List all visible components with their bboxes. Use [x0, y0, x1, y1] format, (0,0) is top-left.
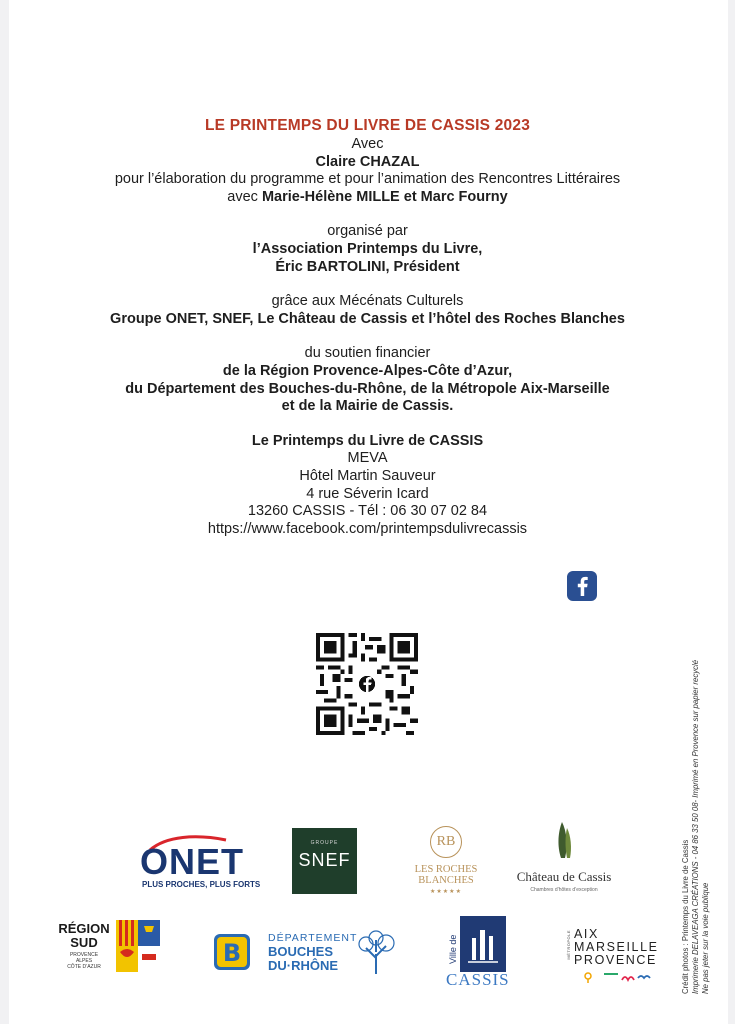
- departement-b-icon: [214, 934, 250, 970]
- cohost-prefix: avec: [227, 188, 258, 205]
- event-title: LE PRINTEMPS DU LIVRE DE CASSIS 2023: [204, 117, 531, 134]
- departement-bouches-du-rhone-logo: [214, 930, 398, 974]
- facebook-f-glyph: [567, 571, 597, 601]
- region-wordmark: RÉGION SUD: [58, 921, 110, 950]
- cassis-wordmark: CASSIS: [446, 970, 510, 989]
- contact-street: 4 rue Séverin Icard: [306, 485, 429, 502]
- contact-venue: MEVA: [347, 450, 388, 467]
- avec-label: Avec: [351, 136, 384, 152]
- credits-block: [681, 614, 711, 994]
- contact-name: Le Printemps du Livre de CASSIS: [251, 432, 484, 449]
- organizer-intro: organisé par: [327, 223, 408, 240]
- departement-name-1: BOUCHES: [268, 944, 334, 959]
- snef-wordmark: SNEF: [298, 850, 351, 870]
- cassis-ville-label: Ville de: [448, 934, 458, 964]
- funding-intro: du soutien financier: [304, 345, 431, 362]
- metropole-waves-icon: [580, 970, 652, 984]
- svg-text:B: B: [222, 939, 242, 967]
- credits-notice: Ne pas jeter sur la voie publique: [701, 882, 710, 994]
- region-sud-logo: [54, 920, 164, 980]
- roches-stars-icon: ★★★★★: [430, 889, 462, 895]
- credits-photos: Crédit photos : Printemps du Livre de Cassis: [681, 839, 690, 994]
- contact-hotel: Hôtel Martin Sauveur: [299, 467, 436, 484]
- organizer-president: Éric BARTOLINI, Président: [275, 258, 460, 275]
- metropole-line-3: PROVENCE: [574, 953, 657, 967]
- host-name: Claire CHAZAL: [315, 153, 420, 170]
- departement-name-2: DU·RHÔNE: [268, 958, 339, 973]
- onet-tagline: PLUS PROCHES, PLUS FORTS: [142, 880, 261, 889]
- contact-city-phone: 13260 CASSIS - Tél : 06 30 07 02 84: [247, 503, 488, 520]
- departement-label: DÉPARTEMENT: [268, 932, 358, 944]
- credits-printer: Imprimerie DELAVEAGA CRÉATIONS - 04 86 33 50 08- Imprimé en Provence sur papier recyclé: [691, 659, 700, 994]
- onet-logo: [136, 836, 261, 894]
- qr-code[interactable]: [316, 633, 418, 735]
- organizer-association: l’Association Printemps du Livre,: [252, 240, 483, 257]
- metropole-small-label: MÉTROPOLE: [566, 930, 571, 960]
- chateau-name: Château de Cassis: [516, 869, 612, 884]
- sponsors-intro: grâce aux Mécénats Culturels: [271, 293, 464, 310]
- roches-monogram-icon: RB: [430, 826, 462, 858]
- metropole-line-1: AIX: [574, 927, 599, 941]
- funding-departement: du Département des Bouches-du-Rhône, de la Métropole Aix-Marseille: [125, 380, 610, 397]
- olive-tree-icon: [354, 930, 398, 974]
- chateau-de-cassis-logo: [512, 820, 616, 902]
- main-text-block: [0, 116, 735, 538]
- snef-tagline: GROUPE: [310, 840, 339, 846]
- cassis-crest-drawing: [460, 916, 506, 972]
- cohost-names: Marie-Hélène MILLE et Marc Fourny: [261, 188, 508, 205]
- cassis-crest-icon: [460, 916, 506, 972]
- funding-mairie: et de la Mairie de Cassis.: [281, 398, 454, 415]
- chateau-tagline: Chambres d’hôtes d’exception: [530, 887, 598, 893]
- cohosts-line: [0, 189, 735, 207]
- sponsors-list: Groupe ONET, SNEF, Le Château de Cassis et l’hôtel des Roches Blanches: [110, 310, 625, 327]
- region-subtitle: PROVENCE ALPES CÔTE D’AZUR: [67, 952, 101, 970]
- roches-name: LES ROCHES BLANCHES: [414, 864, 478, 886]
- onet-wordmark: ONET: [140, 841, 245, 882]
- metropole-line-2: MARSEILLE: [574, 940, 659, 954]
- facebook-icon[interactable]: [567, 571, 597, 601]
- metropole-aix-marseille-logo: [566, 928, 658, 984]
- ville-de-cassis-logo: [444, 914, 514, 990]
- snef-logo: [292, 828, 357, 894]
- region-coat-of-arms-icon: [116, 920, 160, 972]
- host-role: pour l’élaboration du programme et pour l’animation des Rencontres Littéraires: [114, 171, 621, 188]
- cypress-tree-icon: [549, 820, 579, 860]
- facebook-url[interactable]: https://www.facebook.com/printempsdulivrecassis: [207, 520, 528, 537]
- roches-blanches-logo: [404, 826, 488, 900]
- funding-region: de la Région Provence-Alpes-Côte d’Azur,: [222, 362, 513, 379]
